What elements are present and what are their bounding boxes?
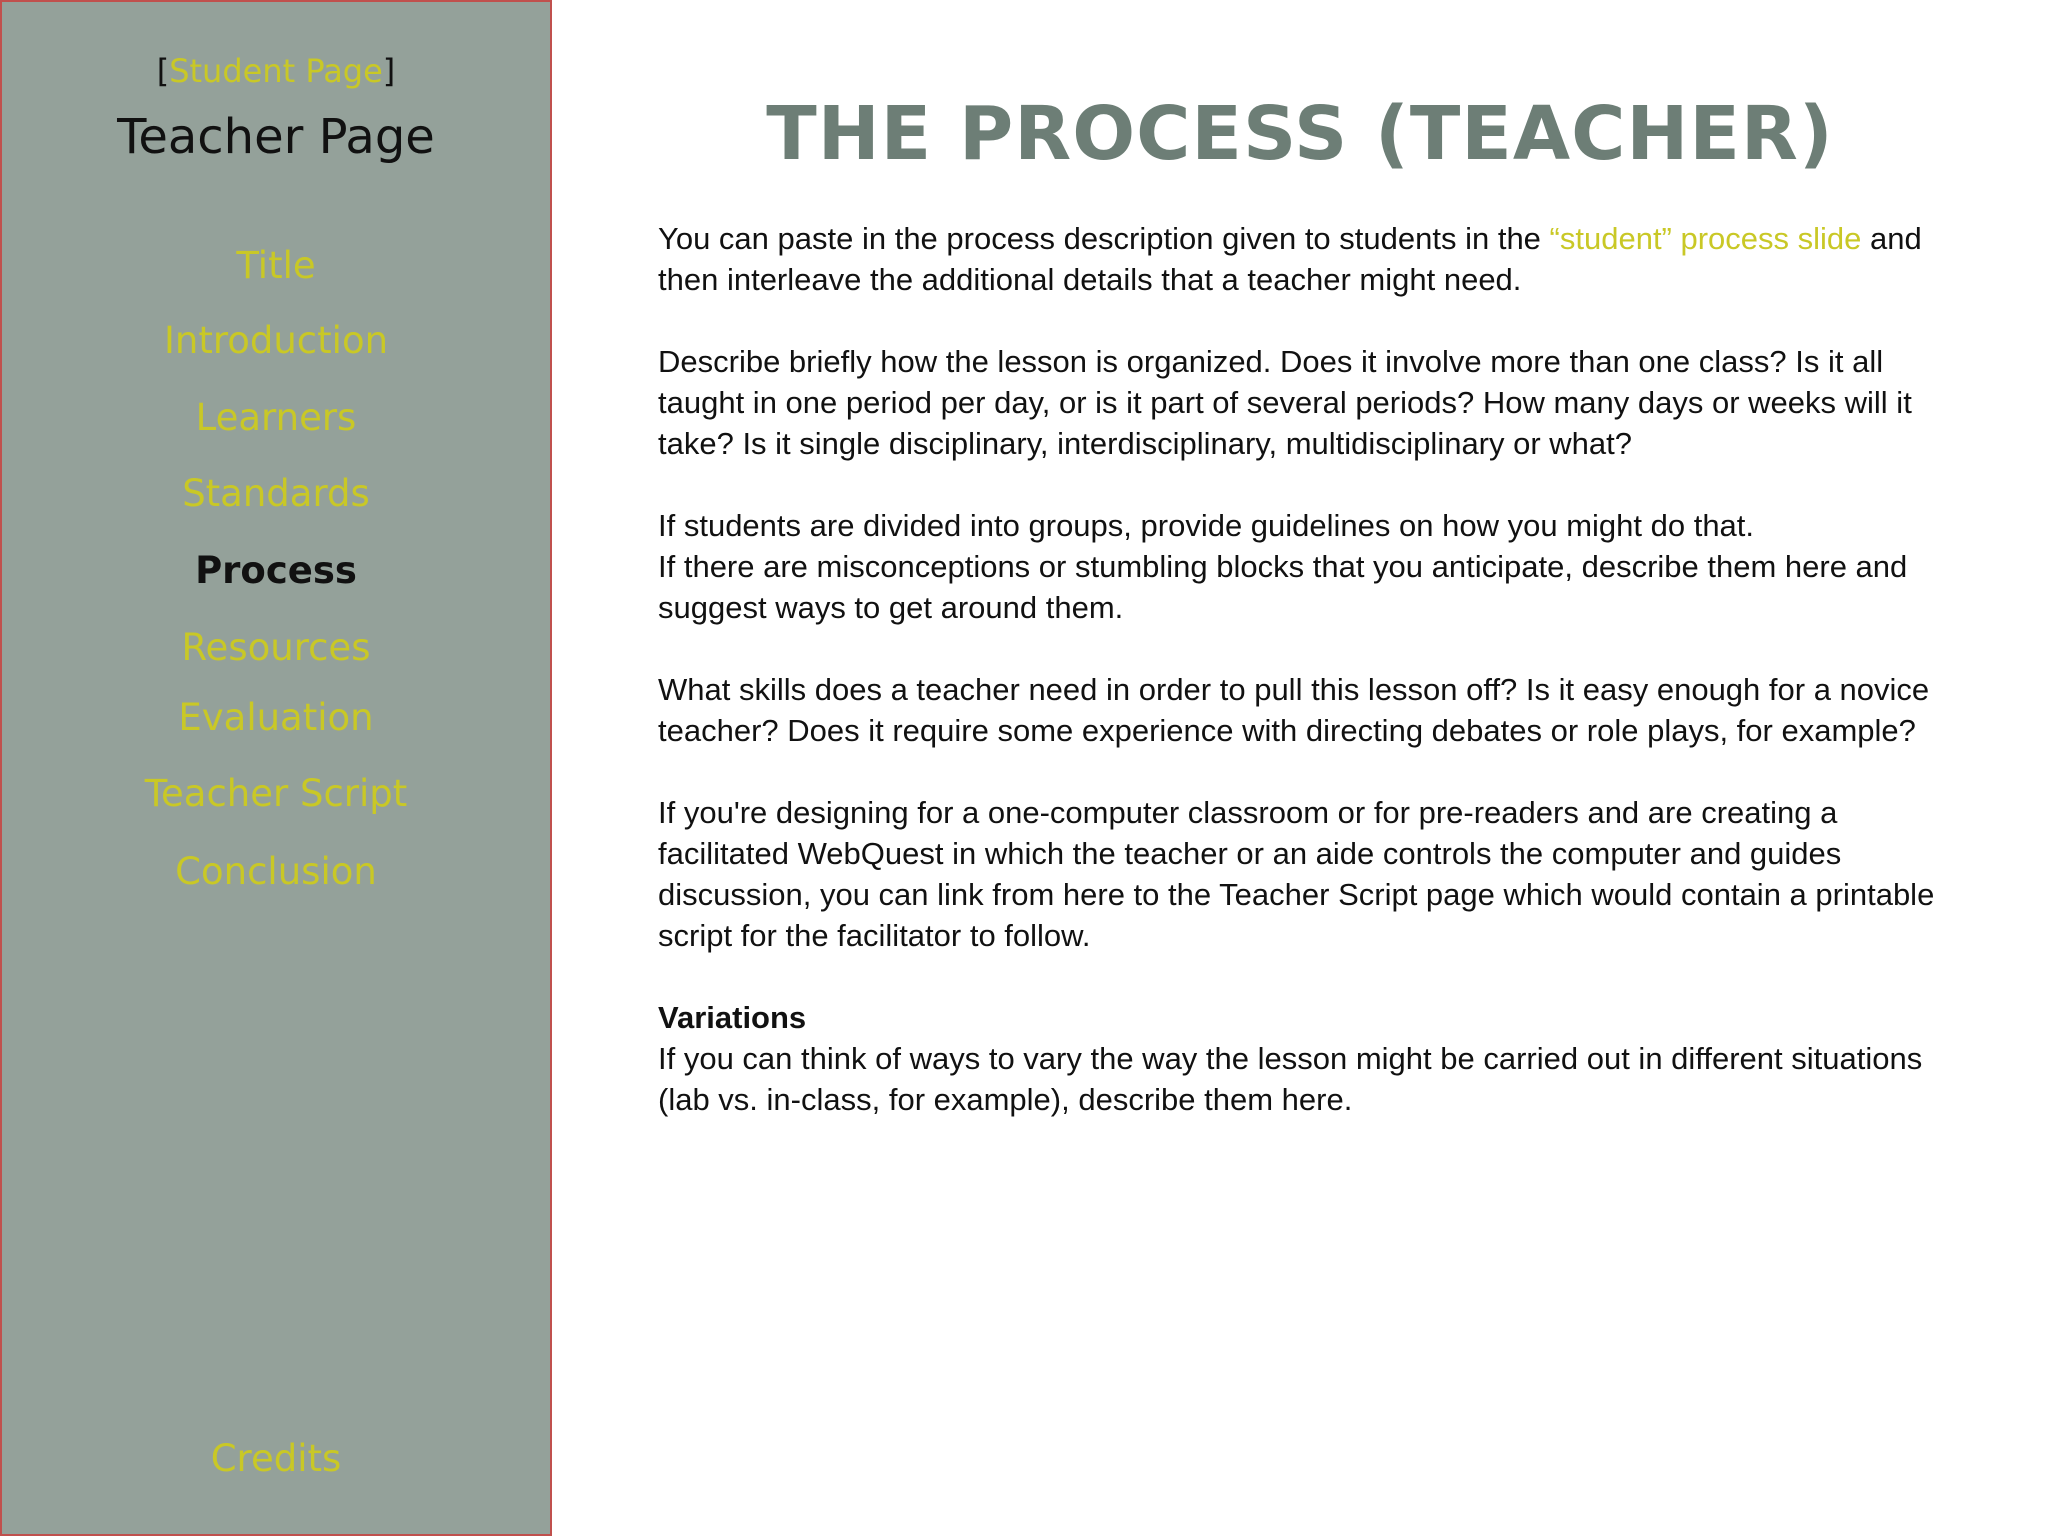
nav-item-learners[interactable]: Learners — [195, 396, 357, 439]
sidebar — [0, 0, 552, 1536]
teacher-page-label: Teacher Page — [117, 109, 435, 165]
student-page-link[interactable]: Student Page — [169, 52, 383, 90]
main-content — [552, 0, 2048, 1536]
paragraph-organization: Describe briefly how the lesson is organized. Does it involve more than one class? Is it all taught in one period per day, or is it part of several periods? How many days or weeks will it take? Is it single disciplinary, interdisciplinary, multidisciplinary or what? — [658, 344, 1912, 461]
nav-item-evaluation[interactable]: Evaluation — [178, 696, 374, 739]
nav-item-introduction[interactable]: Introduction — [163, 319, 389, 362]
nav-item-teacher-script[interactable]: Teacher Script — [144, 772, 408, 815]
student-page-link-line — [2, 48, 550, 94]
close-bracket: ] — [382, 52, 396, 90]
nav-item-conclusion[interactable]: Conclusion — [175, 850, 377, 893]
nav-item-credits[interactable]: Credits — [210, 1437, 342, 1480]
nav-item-process[interactable]: Process — [195, 549, 357, 592]
variations-heading: Variations — [658, 1000, 807, 1035]
intro-suffix: and then interleave the additional details that a teacher might need. — [658, 221, 1922, 297]
paragraph-variations — [658, 997, 1968, 1120]
open-bracket: [ — [156, 52, 170, 90]
paragraph-skills: What skills does a teacher need in order to pull this lesson off? Is it easy enough for a novice teacher? Does it require some experience with directing debates or role plays, for example? — [658, 672, 1930, 748]
intro-prefix: You can paste in the process description given to students in the — [658, 221, 1550, 256]
paragraph-intro — [658, 218, 1968, 300]
nav-item-resources[interactable]: Resources — [181, 626, 371, 669]
student-process-slide-link[interactable]: “student” process slide — [1549, 221, 1862, 256]
variations-text: If you can think of ways to vary the way the lesson might be carried out in different situations (lab vs. in-class, for example), describe them here. — [658, 1041, 1923, 1117]
process-body — [658, 218, 1968, 1161]
paragraph-one-computer: If you're designing for a one-computer classroom or for pre-readers and are creating a facilitated WebQuest in which the teacher or an aide controls the computer and guides discussion, you can link from here to the Teacher Script page which would contain a printable script for the facilitator to follow. — [658, 795, 1935, 953]
nav-item-standards[interactable]: Standards — [182, 472, 370, 515]
nav-item-title[interactable]: Title — [236, 244, 316, 287]
paragraph-groups — [658, 505, 1968, 628]
misconceptions-text: If there are misconceptions or stumbling blocks that you anticipate, describe them here and suggest ways to get around them. — [658, 549, 1908, 625]
page-title: THE PROCESS (TEACHER) — [766, 91, 1834, 177]
groups-text: If students are divided into groups, provide guidelines on how you might do that. — [658, 508, 1755, 543]
